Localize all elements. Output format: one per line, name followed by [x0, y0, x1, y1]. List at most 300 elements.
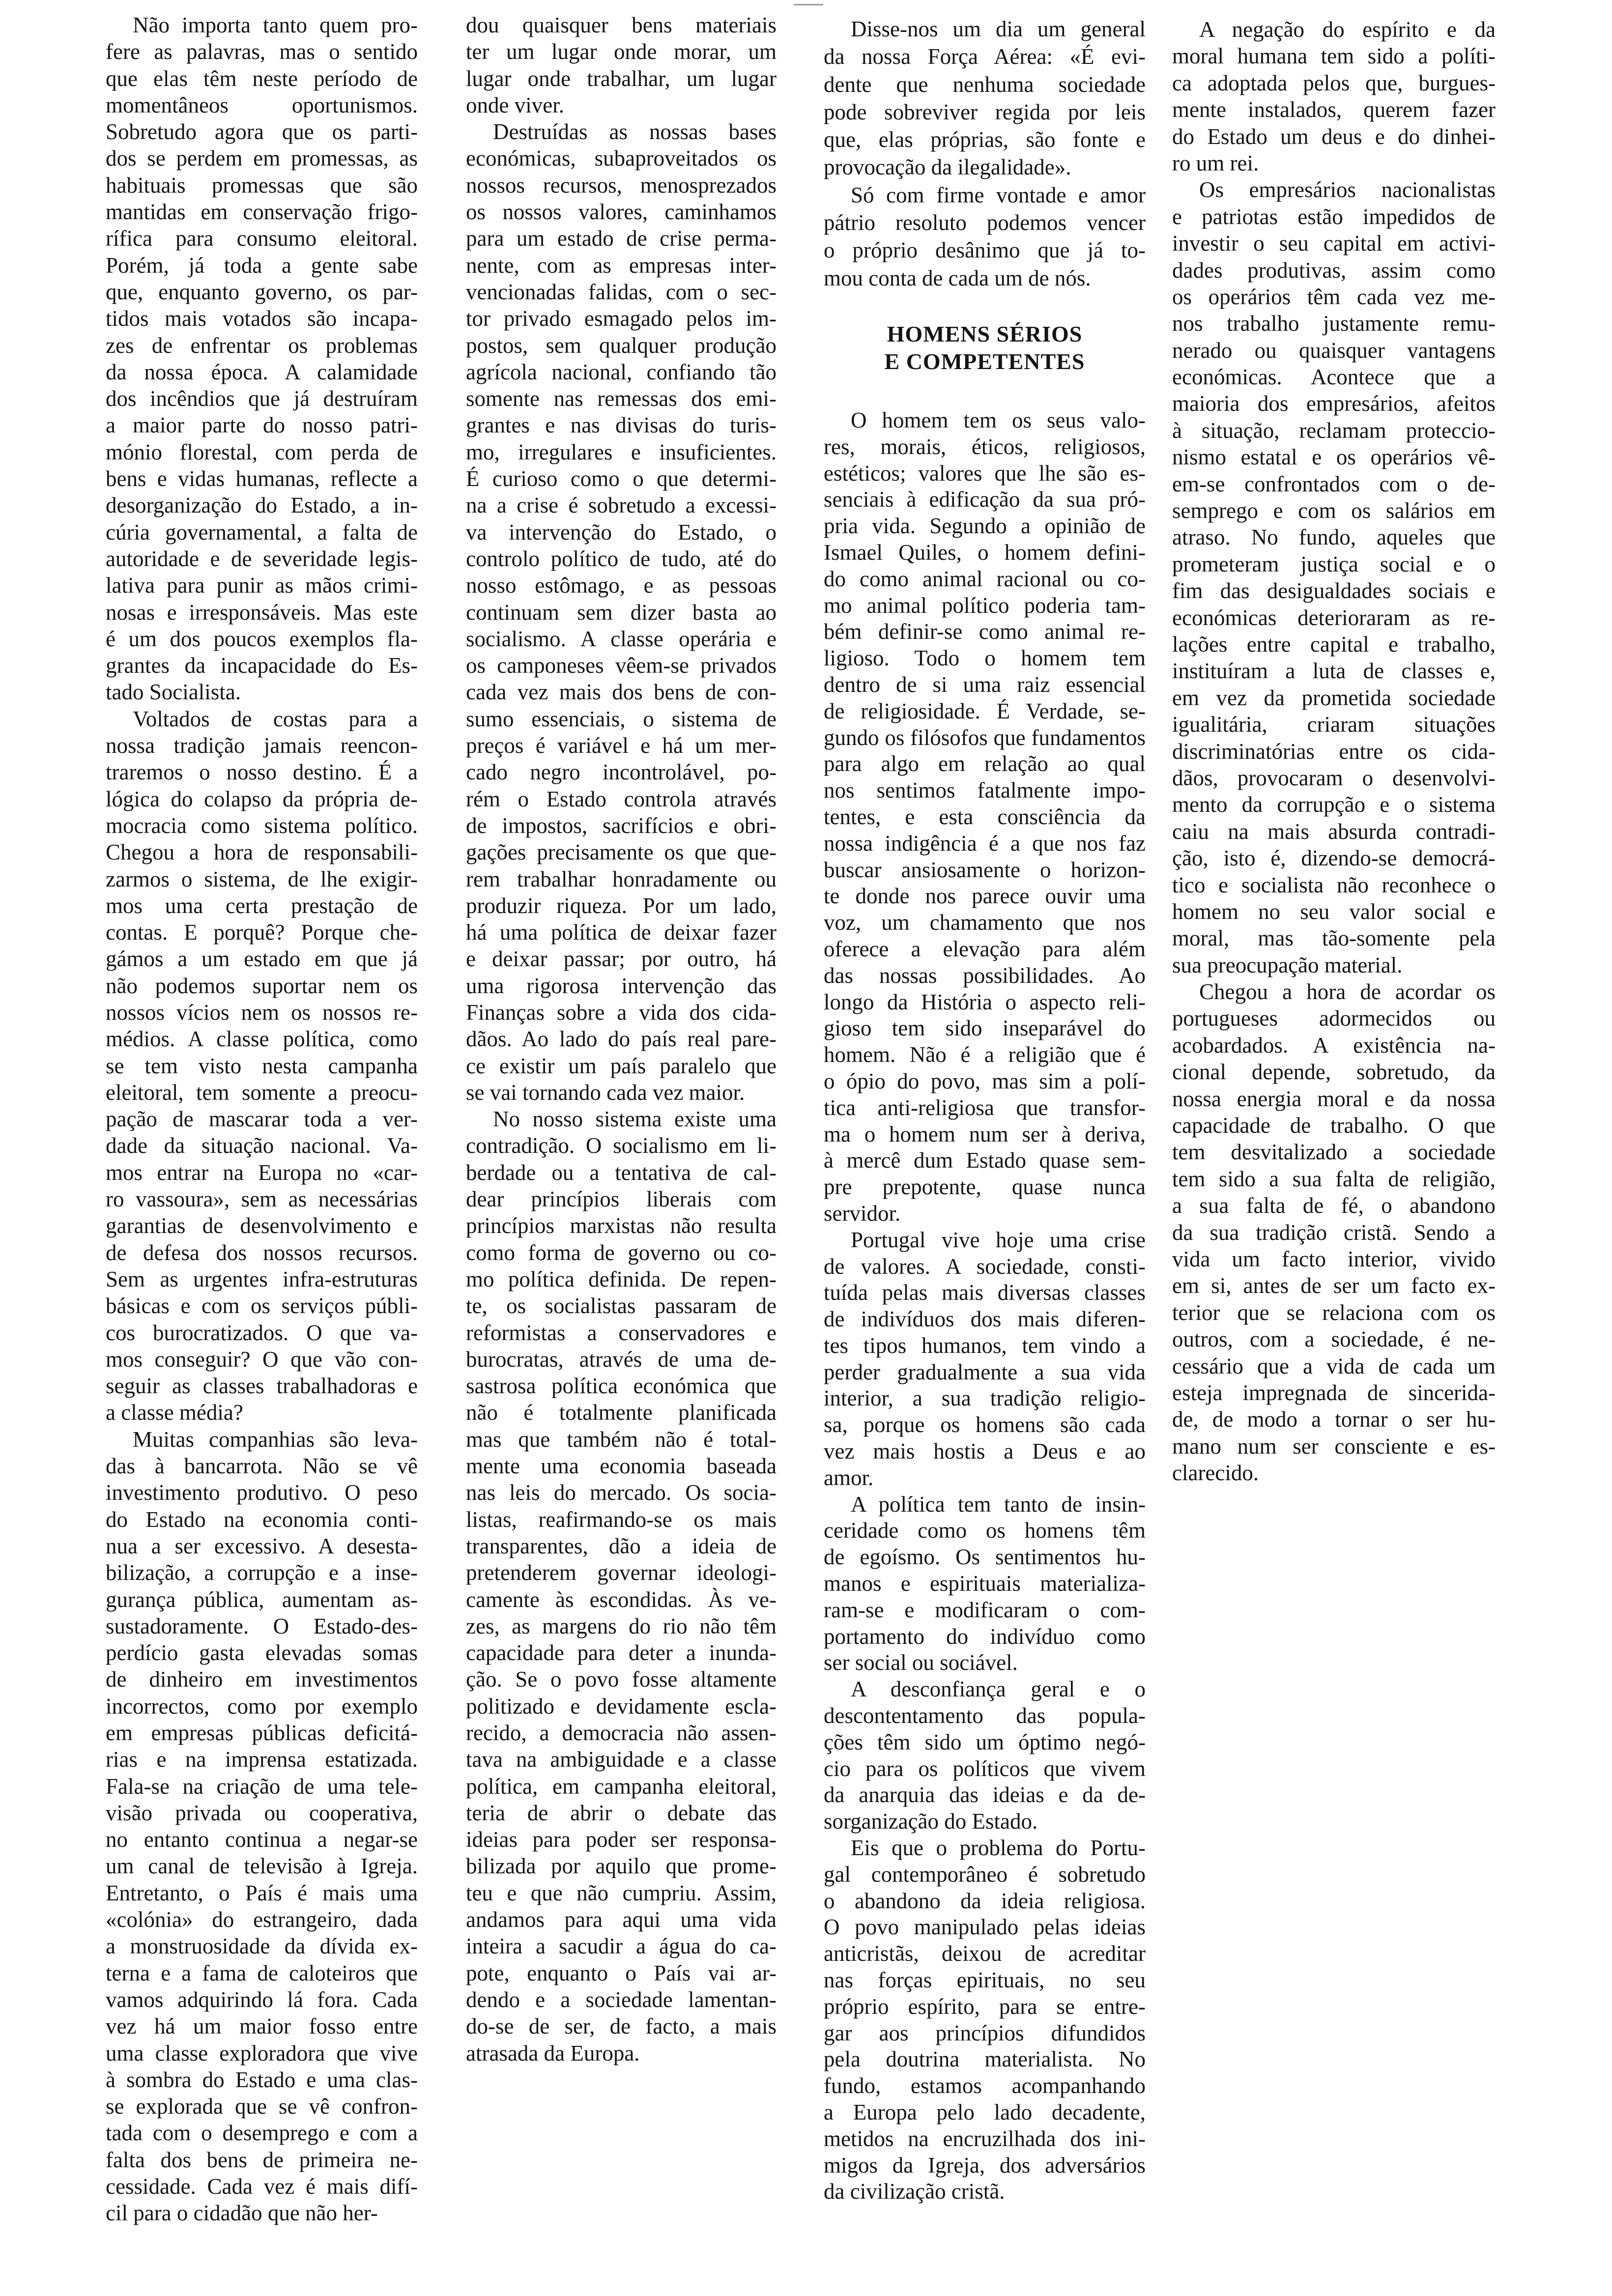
text-line: que elas têm neste período de	[106, 66, 418, 91]
text-line: No nosso sistema existe uma	[493, 1107, 777, 1132]
text-line: dente que nenhuma sociedade	[824, 72, 1146, 97]
text-line: terior que se relaciona com os	[1172, 1300, 1496, 1325]
text-line: descontentamento das popula-	[824, 1703, 1146, 1728]
text-line: nossa energia moral e da nossa	[1172, 1086, 1496, 1111]
text-line: contas. E porquê? Porque che-	[106, 920, 418, 945]
text-line: a classe média?	[106, 1400, 243, 1425]
text-line: somente nas remessas dos emi-	[466, 386, 777, 411]
text-line: Voltados de costas para a	[133, 706, 418, 731]
paragraph	[824, 1835, 1146, 2205]
text-line: pela doutrina materialista. No	[824, 2047, 1146, 2072]
text-line: sumo essenciais, o sistema de	[466, 706, 777, 731]
paragraph	[106, 706, 418, 1426]
text-line: dear princípios liberais com	[466, 1187, 777, 1212]
text-line: nente, com as empresas inter-	[466, 253, 777, 278]
text-line: cado negro incontrolável, po-	[466, 760, 777, 785]
text-line: homem. Não é a religião que é	[824, 1042, 1146, 1067]
text-line: pre prepotente, quase nunca	[824, 1175, 1146, 1200]
text-line: portamento do indivíduo como	[824, 1624, 1146, 1649]
text-line: gurança pública, aumentam as-	[106, 1587, 418, 1612]
text-line: socialismo. A classe operária e	[466, 626, 777, 651]
text-line: pretenderem governar ideologi-	[466, 1560, 777, 1585]
text-line: A negação do espírito e da	[1199, 17, 1496, 42]
text-line: da sua tradição cristã. Sendo a	[1172, 1220, 1496, 1245]
subheading-line: HOMENS SÉRIOS	[887, 321, 1083, 346]
text-line: os camponeses vêem-se privados	[466, 653, 777, 678]
text-line: nerado ou quaisquer vantagens	[1172, 338, 1496, 363]
text-line: mento da corrupção e o sistema	[1172, 792, 1496, 817]
text-line: onde viver.	[466, 92, 564, 117]
text-line: visão privada ou cooperativa,	[106, 1800, 418, 1825]
text-line: ma o homem num ser à deriva,	[824, 1121, 1146, 1147]
text-line: nosas e irresponsáveis. Mas este	[106, 600, 418, 625]
text-line: atrasada da Europa.	[466, 2040, 640, 2066]
text-line: res, morais, éticos, religiosos,	[824, 434, 1146, 459]
text-line: incorrectos, como por exemplo	[106, 1693, 418, 1719]
text-line: maioria dos empresários, afeitos	[1172, 391, 1496, 416]
text-line: migos da Igreja, dos adversários	[824, 2152, 1146, 2178]
text-line: uma rigorosa intervenção das	[466, 973, 777, 998]
paragraph	[466, 118, 777, 1106]
text-line: inteira a sacudir a água do ca-	[466, 1934, 777, 1959]
text-line: nismo estatal e os operários vê-	[1172, 445, 1496, 470]
text-line: básicas e com os serviços públi-	[106, 1293, 418, 1319]
text-line: senciais à edificação da sua pró-	[824, 487, 1146, 512]
text-line: de egoísmo. Os sentimentos hu-	[824, 1545, 1146, 1570]
section-subheading	[824, 320, 1146, 375]
text-line: a Europa pelo lado decadente,	[824, 2100, 1146, 2124]
text-line: fundo, estamos acompanhando	[824, 2073, 1146, 2098]
text-line: O homem tem os seus valo-	[851, 408, 1146, 432]
text-line: zes, as margens do rio não têm	[466, 1613, 777, 1638]
text-line: ideias para poder ser responsa-	[466, 1827, 777, 1852]
text-line: mano num ser consciente e es-	[1172, 1434, 1496, 1459]
text-line: pria vida. Segundo a opinião de	[824, 514, 1146, 539]
text-line: Portugal vive hoje uma crise	[851, 1227, 1146, 1252]
text-line: continuam sem dizer basta ao	[466, 600, 777, 625]
text-line: em-se confrontados com o de-	[1172, 471, 1496, 496]
text-line: mente instalados, querem fazer	[1172, 97, 1496, 122]
paragraph	[1172, 16, 1496, 176]
text-line: homem no seu valor social e	[1172, 899, 1496, 924]
paragraph	[1172, 176, 1496, 978]
text-line: mónio florestal, com perda de	[106, 439, 418, 464]
text-line: controlo político de tudo, até do	[466, 546, 777, 571]
text-line: rém o Estado controla através	[466, 786, 777, 811]
text-line: em si, antes de ser um facto ex-	[1172, 1273, 1496, 1298]
text-line: perder gradualmente a sua vida	[824, 1359, 1146, 1384]
text-line: mo, irregulares e insuficientes.	[466, 439, 777, 464]
text-line: tidos mais votados são incapa-	[106, 306, 418, 331]
text-line: dou quaisquer bens materiais	[466, 13, 777, 37]
text-line: cos burocratizados. O que va-	[106, 1320, 418, 1345]
text-line: vez há um maior fosso entre	[106, 2014, 418, 2039]
text-line: lugar onde trabalhar, um lugar	[466, 66, 777, 91]
text-line: de dinheiro em investimentos	[106, 1667, 418, 1692]
text-line: Chegou a hora de acordar os	[1199, 979, 1496, 1004]
text-line: agrícola nacional, confiando tão	[466, 359, 777, 384]
text-line: anticristãs, deixou de acreditar	[824, 1941, 1146, 1966]
text-line: cada vez mais dos bens de con-	[466, 680, 777, 705]
text-line: fere as palavras, mas o sentido	[106, 39, 418, 64]
text-line: produzir riqueza. Por um lado,	[466, 893, 777, 918]
text-line: pote, enquanto o País vai ar-	[466, 1960, 777, 1985]
text-line: atraso. No fundo, aqueles que	[1172, 525, 1496, 550]
text-line: andamos para aqui uma vida	[466, 1907, 777, 1932]
text-line: é um dos poucos exemplos fla-	[106, 626, 418, 651]
text-line: rem trabalhar honradamente ou	[466, 866, 777, 891]
text-line: tico e socialista não reconhece o	[1172, 872, 1496, 897]
text-line: mos uma certa prestação de	[106, 893, 418, 918]
text-line: tica anti-religiosa que transfor-	[824, 1095, 1146, 1120]
text-line: mas que também não é total-	[466, 1427, 777, 1452]
text-line: amor.	[824, 1465, 874, 1490]
text-line: va intervenção do Estado, o	[466, 519, 777, 545]
text-line: ter um lugar onde morar, um	[466, 39, 777, 64]
text-line: O povo manipulado pelas ideias	[824, 1915, 1146, 1940]
text-line: Só com firme vontade e amor	[851, 182, 1146, 207]
text-line: nas forças epirituais, no seu	[824, 1968, 1146, 1993]
text-line: tentes, e esta consciência da	[824, 804, 1146, 829]
text-line: Sem as urgentes infra-estruturas	[106, 1266, 418, 1292]
text-line: gar aos princípios difundidos	[824, 2020, 1146, 2045]
text-line: para um estado de crise perma-	[466, 226, 777, 251]
text-line: grantes e nas divisas do turis-	[466, 413, 777, 438]
text-line: gações precisamente os que que-	[466, 840, 777, 865]
text-line: princípios marxistas não resulta	[466, 1213, 777, 1238]
text-line: cio para os políticos que vivem	[824, 1756, 1146, 1781]
text-line: nos trabalho justamente remu-	[1172, 311, 1496, 336]
text-line: nas leis do mercado. Os socia-	[466, 1480, 777, 1505]
text-line: oferece a elevação para além	[824, 936, 1146, 961]
text-line: bém definir-se como animal re-	[824, 619, 1146, 644]
text-line: nossa indigência é a que nos faz	[824, 831, 1146, 856]
text-line: caiu na mais absurda contradi-	[1172, 819, 1496, 844]
text-line: contradição. O socialismo em li-	[466, 1133, 777, 1158]
text-line: o abandono da ideia religiosa.	[824, 1888, 1146, 1913]
text-line: Não importa tanto quem pro-	[133, 13, 418, 37]
column-3-intro	[824, 15, 1146, 292]
text-line: moral, mas tão-somente pela	[1172, 926, 1496, 951]
paragraph	[824, 407, 1146, 1227]
text-line: da civilização cristã.	[824, 2179, 1005, 2204]
text-line: nossos vícios nem os nossos re-	[106, 1000, 418, 1025]
text-line: voz, um chamamento que nos	[824, 910, 1146, 935]
text-line: dãos, provocaram o desenvolvi-	[1172, 765, 1496, 790]
text-line: vencionadas falidas, com o sec-	[466, 279, 777, 304]
text-line: mantidas em conservação frigo-	[106, 200, 418, 225]
text-line: tada com o desemprego e com a	[106, 2121, 418, 2146]
text-line: cil para o cidadão que não her-	[106, 2201, 378, 2226]
text-line: preços é variável e há um mer-	[466, 733, 777, 758]
text-line: zes de enfrentar os problemas	[106, 333, 418, 358]
text-line: mocracia como sistema político.	[106, 813, 418, 838]
text-line: investir o seu capital em activi-	[1172, 231, 1496, 256]
text-line: cúria governamental, a falta de	[106, 519, 418, 545]
text-line: como forma de governo ou co-	[466, 1240, 777, 1265]
text-line: capacidade para deter a inunda-	[466, 1640, 777, 1665]
text-line: se explorada que se vê confron-	[106, 2094, 418, 2119]
text-line: metidos na encruzilhada dos ini-	[824, 2126, 1146, 2151]
text-line: dos se perdem em promessas, as	[106, 146, 418, 171]
text-line: te, os socialistas passaram de	[466, 1293, 777, 1319]
text-line: ca adoptada pelos que, burgues-	[1172, 70, 1496, 95]
text-line: grantes da incapacidade do Es-	[106, 653, 418, 678]
text-line: de indivíduos dos mais diferen-	[824, 1307, 1146, 1332]
text-line: pátrio resoluto podemos vencer	[824, 210, 1146, 235]
text-line: discriminatórias entre os cida-	[1172, 739, 1496, 764]
text-line: sua preocupação material.	[1172, 952, 1403, 977]
text-line: Chegou a hora de responsabili-	[106, 840, 418, 865]
text-line: politizado e devidamente escla-	[466, 1693, 777, 1719]
text-line: ro vassoura», sem as necessárias	[106, 1187, 418, 1212]
text-line: pode sobreviver regida por leis	[824, 99, 1146, 124]
column-2	[466, 12, 777, 2066]
text-line: lativa para punir as mãos crimi-	[106, 573, 418, 598]
text-line: sastrosa política económica que	[466, 1374, 777, 1399]
text-line: próprio espírito, para se entre-	[824, 1994, 1146, 2019]
text-line: ção. Se o povo fosse altamente	[466, 1667, 777, 1692]
paragraph	[824, 1676, 1146, 1835]
text-line: mos conseguir? O que vão con-	[106, 1347, 418, 1372]
text-line: rias e na imprensa estatizada.	[106, 1747, 418, 1772]
text-line: nossos recursos, menosprezados	[466, 172, 777, 198]
text-line: tado Socialista.	[106, 680, 241, 705]
text-line: gundo os filósofos que fundamentos	[824, 725, 1146, 750]
text-line: mo animal político poderia tam-	[824, 593, 1146, 618]
text-line: A desconfiança geral e o	[851, 1677, 1146, 1702]
paragraph	[824, 181, 1146, 292]
text-line: transparentes, dão a ideia de	[466, 1533, 777, 1558]
text-line: Destruídas as nossas bases	[493, 119, 777, 144]
text-line: bens e vidas humanas, reflecte a	[106, 466, 418, 491]
text-line: um canal de televisão à Igreja.	[106, 1854, 418, 1879]
text-line: mou conta de cada um de nós.	[824, 265, 1091, 290]
text-line: autoridade e de severidade legis-	[106, 546, 418, 571]
text-line: de defesa dos nossos recursos.	[106, 1240, 418, 1265]
text-line: «colónia» do estrangeiro, dada	[106, 1907, 418, 1932]
text-line: teu e que não cumpriu. Assim,	[466, 1880, 777, 1905]
text-line: tor privado esmagado pelos im-	[466, 306, 777, 331]
text-line: Porém, já toda a gente sabe	[106, 253, 418, 278]
text-line: dentro de si uma raiz essencial	[824, 672, 1146, 697]
text-line: buscar ansiosamente o horizon-	[824, 857, 1146, 882]
text-line: dãos. Ao lado do país real pare-	[466, 1027, 777, 1052]
text-line: económicas deterioraram as re-	[1172, 605, 1496, 630]
text-line: Muitas companhias são leva-	[133, 1427, 418, 1452]
text-line: ce existir um país paralelo que	[466, 1053, 777, 1078]
text-line: sustadoramente. O Estado-des-	[106, 1613, 418, 1638]
paragraph	[824, 1492, 1146, 1677]
text-line: ção, isto é, dizendo-se democrá-	[1172, 846, 1496, 871]
paragraph	[466, 1106, 777, 2066]
text-line: das nossas possibilidades. Ao	[824, 963, 1146, 988]
text-line: a maior parte do nosso patri-	[106, 413, 418, 438]
text-line: o ópio do povo, mas sim a polí-	[824, 1068, 1146, 1093]
text-line: mos entrar na Europa no «car-	[106, 1160, 418, 1185]
paragraph	[824, 1227, 1146, 1492]
text-line: tem sido a sua falta de religião,	[1172, 1166, 1496, 1191]
text-line: gal contemporâneo é sobretudo	[824, 1862, 1146, 1887]
text-line: uma classe exploradora que vive	[106, 2040, 418, 2066]
text-line: listas, reafirmando-se os mais	[466, 1507, 777, 1532]
text-line: à situação, reclamam proteccio-	[1172, 418, 1496, 443]
text-line: longo da História o aspecto reli-	[824, 989, 1146, 1014]
text-line: ram-se e modificaram o com-	[824, 1597, 1146, 1622]
paragraph	[106, 1426, 418, 2227]
text-line: traremos o nosso destino. É a	[106, 760, 418, 785]
text-line: cional depende, sobretudo, da	[1172, 1060, 1496, 1085]
text-line: postos, sem qualquer produção	[466, 333, 777, 358]
text-line: para algo em relação ao qual	[824, 751, 1146, 776]
text-line: ser social ou sociável.	[824, 1650, 1018, 1675]
column-4	[1172, 16, 1496, 1486]
text-line: o próprio desânimo que já to-	[824, 238, 1146, 263]
paragraph	[1172, 978, 1496, 1486]
text-line: há uma política de deixar fazer	[466, 920, 777, 945]
text-line: ceridade como os homens têm	[824, 1518, 1146, 1543]
text-line: bilização, a corrupção e a inse-	[106, 1560, 418, 1585]
text-line: de, de modo a tornar o ser hu-	[1172, 1407, 1496, 1432]
text-line: semprego e com os salários em	[1172, 498, 1496, 523]
text-line: dades produtivas, assim como	[1172, 258, 1496, 283]
text-line: de valores. A sociedade, consti-	[824, 1254, 1146, 1279]
text-line: das à bancarrota. Não se vê	[106, 1454, 418, 1479]
text-line: zarmos o sistema, de lhe exigir-	[106, 866, 418, 891]
text-line: mente uma economia baseada	[466, 1454, 777, 1479]
text-line: os nossos valores, caminhamos	[466, 200, 777, 225]
text-line: interior, a sua tradição religio-	[824, 1386, 1146, 1411]
text-line: gámos a um estado em que já	[106, 947, 418, 972]
text-line: não podemos suportar nem os	[106, 973, 418, 998]
text-line: Ismael Quiles, o homem defini-	[824, 540, 1146, 565]
text-line: mo política definida. De repen-	[466, 1266, 777, 1292]
text-line: instituíram a luta de classes e,	[1172, 659, 1496, 684]
text-line: e patriotas estão impedidos de	[1172, 204, 1496, 229]
text-line: lógica do colapso da própria de-	[106, 786, 418, 811]
column-3-body	[824, 407, 1146, 2205]
text-line: cessário que a vida de cada um	[1172, 1353, 1496, 1378]
text-line: falta dos bens de primeira ne-	[106, 2147, 418, 2172]
text-line: vamos adquirindo lá fora. Cada	[106, 1987, 418, 2012]
text-line: investimento produtivo. O peso	[106, 1480, 418, 1505]
text-line: perdício gasta elevadas somas	[106, 1640, 418, 1665]
text-line: gioso tem sido inseparável do	[824, 1016, 1146, 1041]
text-line: económicas, subaproveitados os	[466, 146, 777, 171]
text-line: igualitária, criaram situações	[1172, 712, 1496, 737]
text-line: capacidade de trabalho. O que	[1172, 1113, 1496, 1138]
text-line: prometeram justiça social e o	[1172, 551, 1496, 576]
text-line: cessidade. Cada vez é mais difí-	[106, 2174, 418, 2199]
text-line: no entanto continua a negar-se	[106, 1827, 418, 1852]
text-line: nos sentimos fatalmente impo-	[824, 778, 1146, 803]
text-line: os operários têm cada vez me-	[1172, 284, 1496, 309]
text-line: em vez da prometida sociedade	[1172, 685, 1496, 710]
text-line: dos incêndios que já destruíram	[106, 386, 418, 411]
text-line: fim das desigualdades sociais e	[1172, 578, 1496, 603]
text-line: estéticos; valores que lhe são es-	[824, 460, 1146, 486]
text-line: de impostos, sacrifícios e obri-	[466, 813, 777, 838]
text-line: rífica para consumo eleitoral.	[106, 226, 418, 251]
text-line: clarecido.	[1172, 1461, 1259, 1486]
text-line: Eis que o problema do Portu-	[851, 1836, 1146, 1861]
text-line: vez mais hostis a Deus e ao	[824, 1439, 1146, 1464]
text-line: moral humana tem sido a políti-	[1172, 44, 1496, 69]
text-line: Disse-nos um dia um general	[851, 17, 1146, 41]
text-line: reformistas a conservadores e	[466, 1320, 777, 1345]
text-line: garantias de desenvolvimento e	[106, 1213, 418, 1238]
text-line: Finanças sobre a vida dos cida-	[466, 1000, 777, 1025]
text-line: tes tipos humanos, tem vindo a	[824, 1333, 1146, 1358]
text-line: a monstruosidade da dívida ex-	[106, 1934, 418, 1959]
text-line: A política tem tanto de insin-	[851, 1492, 1146, 1517]
text-line: médios. A classe política, como	[106, 1027, 418, 1052]
text-line: esteja impregnada de sincerida-	[1172, 1380, 1496, 1405]
text-line: ro um rei.	[1172, 150, 1259, 175]
text-line: do Estado na economia conti-	[106, 1507, 418, 1532]
text-line: lações entre capital e trabalho,	[1172, 631, 1496, 657]
text-line: de religiosidade. É Verdade, se-	[824, 698, 1146, 723]
text-line: bilizada por aquilo que prome-	[466, 1854, 777, 1879]
text-line: dade da situação nacional. Va-	[106, 1133, 418, 1158]
text-line: momentâneos oportunismos.	[106, 92, 418, 117]
paragraph	[106, 12, 418, 706]
text-line: pação de mascarar toda a ver-	[106, 1107, 418, 1132]
text-line: política, em campanha eleitoral,	[466, 1774, 777, 1799]
text-line: nua a ser excessivo. A desesta-	[106, 1533, 418, 1558]
text-line: recido, a democracia não assen-	[466, 1721, 777, 1745]
text-line: ligioso. Todo o homem tem	[824, 646, 1146, 671]
text-line: da anarquia das ideias e da de-	[824, 1782, 1146, 1808]
text-line: que, enquanto governo, os par-	[106, 279, 418, 304]
text-line: a sua falta de fé, o abandono	[1172, 1193, 1496, 1218]
text-line: nosso estômago, e as pessoas	[466, 573, 777, 598]
column-1	[106, 12, 418, 2227]
paragraph	[824, 15, 1146, 181]
text-line: em empresas públicas deficitá-	[106, 1721, 418, 1745]
text-line: do-se de ser, de facto, a mais	[466, 2014, 777, 2039]
text-line: do Estado um deus e do dinhei-	[1172, 124, 1496, 149]
text-line: Sobretudo agora que os parti-	[106, 119, 418, 144]
text-line: que, elas próprias, são fonte e	[824, 127, 1146, 152]
text-line: servidor.	[824, 1201, 901, 1226]
text-line: da nossa época. A calamidade	[106, 359, 418, 384]
text-line: à sombra do Estado e uma clas-	[106, 2067, 418, 2092]
text-line: económicas. Acontece que a	[1172, 365, 1496, 390]
text-line: burocratas, através de uma de-	[466, 1347, 777, 1372]
text-line: berdade ou a tentativa de cal-	[466, 1160, 777, 1185]
text-line: manos e espirituais materializa-	[824, 1571, 1146, 1596]
text-line: dendo e a sociedade lamentan-	[466, 1987, 777, 2012]
text-line: seguir as classes trabalhadoras e	[106, 1374, 418, 1399]
text-line: se vai tornando cada vez maior.	[466, 1080, 745, 1105]
text-line: habituais promessas que são	[106, 172, 418, 198]
text-line: Entretanto, o País é mais uma	[106, 1880, 418, 1905]
text-line: e deixar passar; por outro, há	[466, 947, 777, 972]
text-line: não é totalmente planificada	[466, 1400, 777, 1425]
text-line: tem desvitalizado a sociedade	[1172, 1140, 1496, 1165]
text-line: eleitoral, tem somente a preocu-	[106, 1080, 418, 1105]
text-line: acobardados. A existência na-	[1172, 1033, 1496, 1058]
text-line: sorganização do Estado.	[824, 1809, 1038, 1834]
text-line: provocação da ilegalidade».	[824, 155, 1071, 180]
text-line: desorganização do Estado, a in-	[106, 493, 418, 518]
text-line: terna e a fama de caloteiros que	[106, 1960, 418, 1985]
text-line: vida um facto interior, vivido	[1172, 1246, 1496, 1271]
text-line: tuída pelas mais diversas classes	[824, 1280, 1146, 1305]
text-line: se tem visto nesta campanha	[106, 1053, 418, 1078]
text-line: à mercê dum Estado quase sem-	[824, 1148, 1146, 1173]
